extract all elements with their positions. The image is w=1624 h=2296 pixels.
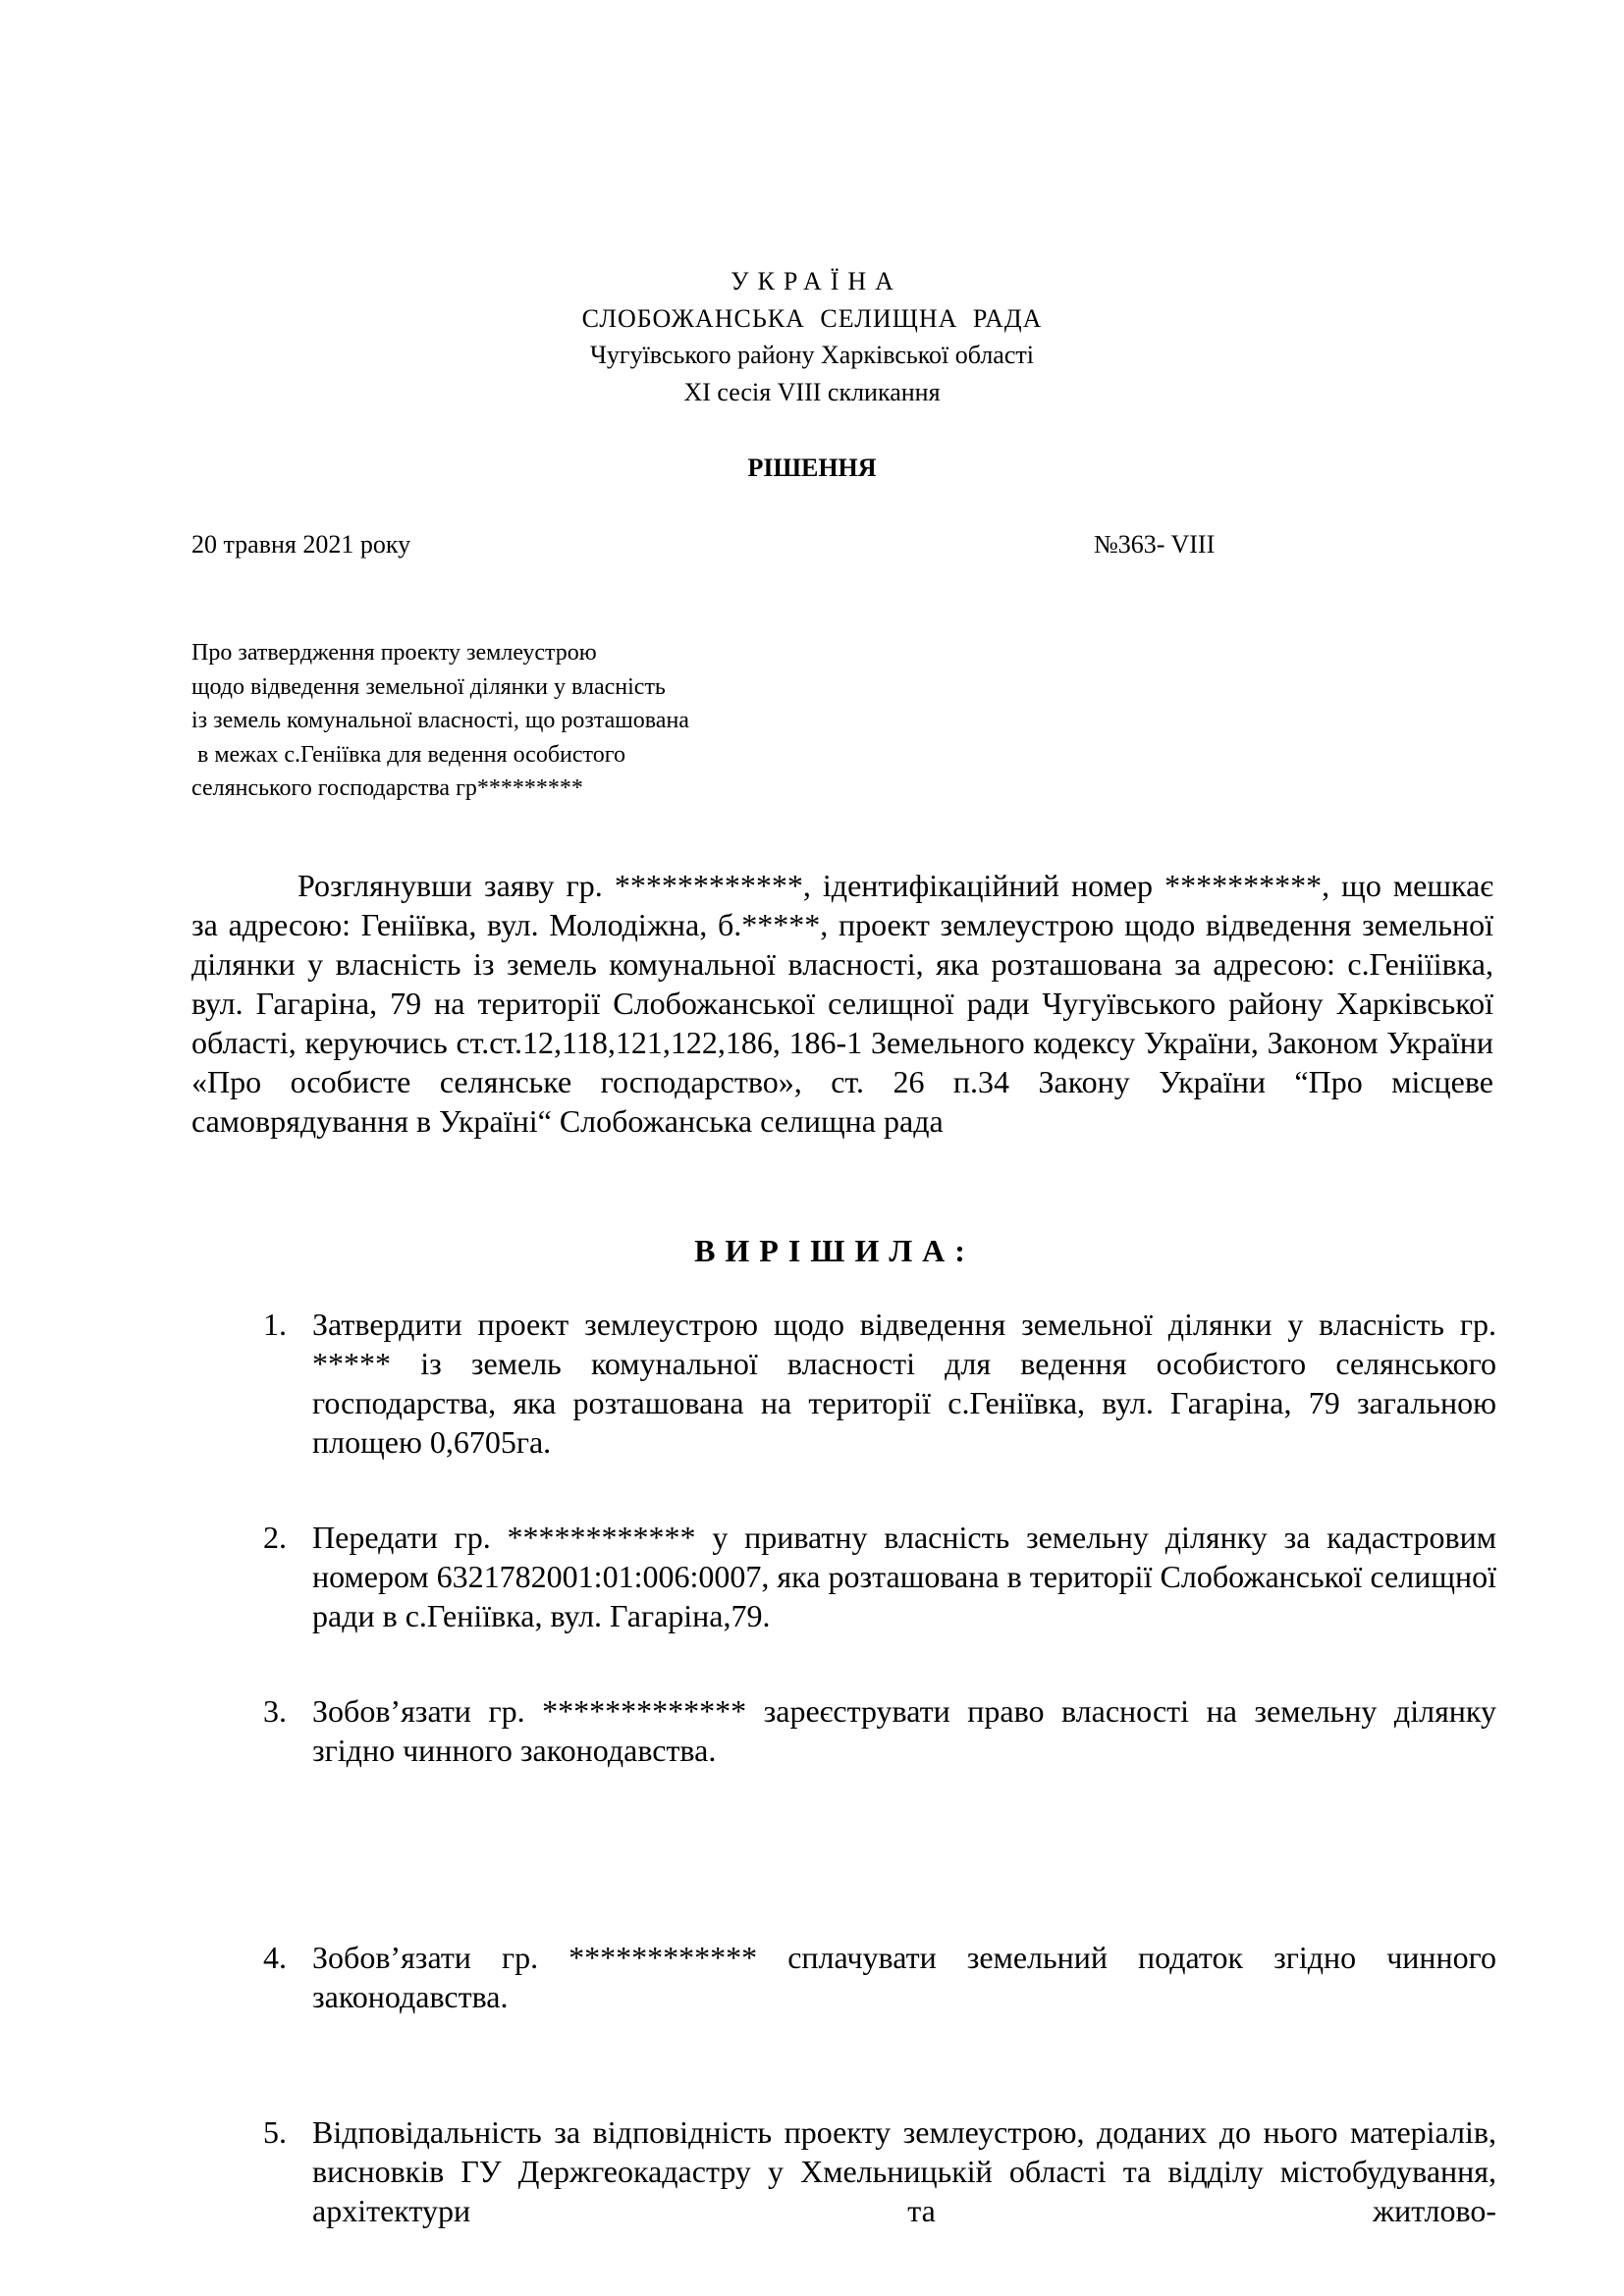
list-item-text: Передати гр. ************ у приватну власність земельну ділянку за кадастровим номером 6321782001:01:006:0007, яка розташована в території Слобожанської селищної ради в с.Геніївка, вул. Гагаріна,79. (312, 1520, 1496, 1633)
list-item (263, 1938, 1496, 2016)
decision-number: №363- VIII (1094, 530, 1216, 559)
subject-line: селянського господарства гр********* (191, 775, 583, 801)
list-item (263, 2112, 1496, 2230)
list-item-number: 1. (263, 1307, 287, 1342)
decision-date: 20 травня 2021 року (191, 530, 411, 559)
list-item-text: Затвердити проект землеустрою щодо відведення земельної ділянки у власність гр. ***** із земель комунальної власності для ведення особистого селянського господарства, яка розташована на території с.Геніївка, вул. Гагаріна, 79 загальною площею 0,6705га. (312, 1307, 1496, 1460)
list-item-text: Відповідальність за відповідність проекту землеустрою, доданих до нього матеріалів, висновків ГУ Держгеокадастру у Хмельницькій області та відділу містобудування, архітектури та житлово- (312, 2114, 1496, 2228)
list-item-text: Зобов’язати гр. ************ сплачувати земельний податок згідно чинного законодавства. (312, 1940, 1496, 2014)
list-item-number: 3. (263, 1693, 287, 1729)
subject-block (191, 636, 879, 806)
document-title: РІШЕННЯ (747, 454, 877, 482)
header-country: УКРАЇНА (731, 267, 902, 295)
list-item (263, 1691, 1496, 1770)
list-item-number: 4. (263, 1940, 287, 1975)
subject-line: Про затвердження проекту землеустрою (191, 640, 597, 666)
resolution-heading: ВИРІШИЛА: (694, 1233, 975, 1268)
header-session: XI сесія VIII скликання (683, 378, 941, 406)
subject-line: в межах с.Геніївка для ведення особистого (191, 741, 625, 768)
header-council: СЛОБОЖАНСЬКА СЕЛИЩНА РАДА (581, 304, 1043, 333)
subject-line: із земель комунальної власності, що розташована (191, 708, 689, 733)
list-item-number: 2. (263, 1520, 287, 1555)
preamble-paragraph: Розглянувши заяву гр. ************, ідентифікаційний номер **********, що мешкає за адресою: Геніївка, вул. Молодіжна, б.*****, проект землеустрою щодо відведення земельної ділянки у власність із земель комунальної власності, яка розташована за адресою: с.Геніїівка, вул. Гагаріна, 79 на території Слобожанської селищної ради Чугуївського району Харківської області, керуючись ст.ст.12,118,121,122,186, 186-1 Земельного кодексу України, Законом України «Про особисте селянське господарство», ст. 26 п.34 Закону України “Про місцеве самоврядування в Україні“ Слобожанська селищна рада (191, 868, 1493, 1139)
subject-line: щодо відведення земельної ділянки у власність (191, 673, 666, 700)
list-item (263, 1518, 1496, 1635)
list-item-number: 5. (263, 2114, 287, 2150)
list-item (263, 1305, 1496, 1462)
header-district: Чугуївського району Харківської області (590, 341, 1034, 369)
list-item-text: Зобов’язати гр. ************* зареєструвати право власності на земельну ділянку згідно чинного законодавства. (312, 1693, 1496, 1768)
